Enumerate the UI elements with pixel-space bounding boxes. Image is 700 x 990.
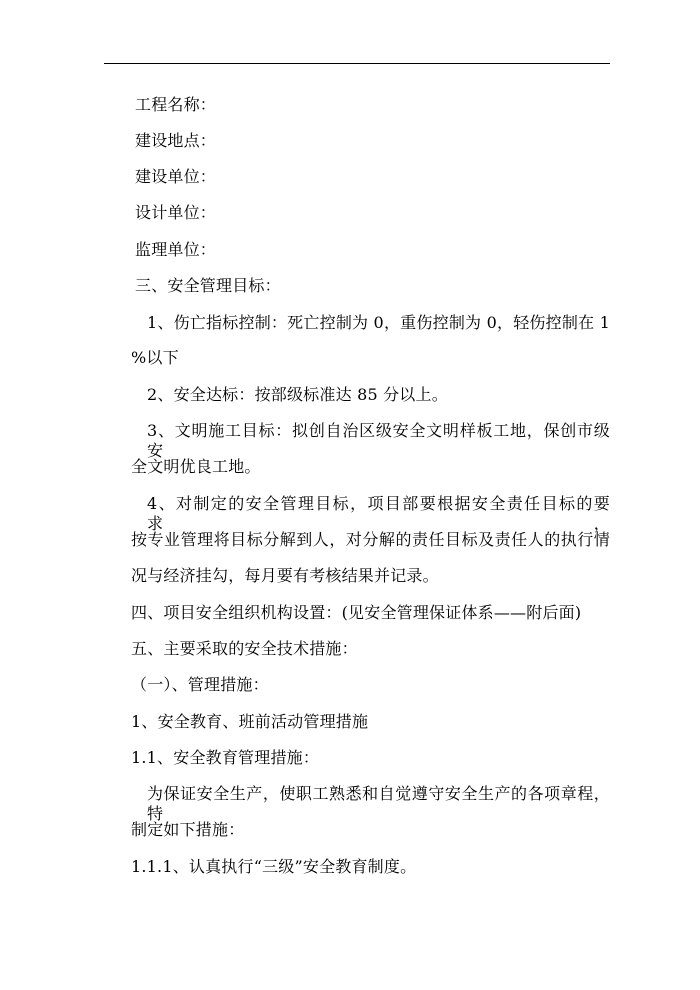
- section3-item2: 2、安全达标：按部级标准达 85 分以上。: [147, 385, 448, 404]
- owner-label: 建设单位：: [135, 167, 217, 186]
- project-name-label: 工程名称：: [135, 95, 217, 114]
- section3-item1-line2: %以下: [131, 348, 179, 367]
- section3-item1-line1: 1、伤亡指标控制：死亡控制为 0，重伤控制为 0，轻伤控制在 1: [147, 313, 610, 332]
- heading-1-1-1: 1.1.1、认真执行“三级”安全教育制度。: [131, 857, 417, 876]
- section3-item3-line2: 全文明优良工地。: [131, 457, 261, 476]
- section5-sub1: （一）、管理措施：: [131, 675, 269, 694]
- section3-item4-line2: 按专业管理将目标分解到人，对分解的责任目标及责任人的执行情: [131, 530, 610, 549]
- section5-title: 五、主要采取的安全技术措施：: [131, 639, 358, 658]
- header-rule: [104, 63, 610, 64]
- location-label: 建设地点：: [135, 131, 217, 150]
- supervisor-label: 监理单位：: [135, 240, 217, 259]
- heading-1: 1、安全教育、班前活动管理措施: [131, 712, 369, 731]
- heading-1-1: 1.1、安全教育管理措施：: [131, 748, 320, 767]
- section4-title: 四、项目安全组织机构设置：(见安全管理保证体系——附后面): [131, 603, 582, 622]
- paragraph-line2: 制定如下措施：: [131, 820, 245, 839]
- section3-item4-line3: 况与经济挂勾，每月要有考核结果并记录。: [131, 566, 439, 585]
- section3-item3-line1: 3、文明施工目标：拟创自治区级安全文明样板工地，保创市级安: [147, 421, 610, 460]
- section3-item4-line1: 4、对制定的安全管理目标，项目部要根据安全责任目标的要求，: [147, 494, 610, 533]
- designer-label: 设计单位：: [135, 203, 217, 222]
- section3-title: 三、安全管理目标：: [135, 276, 281, 295]
- paragraph-line1: 为保证安全生产，使职工熟悉和自觉遵守安全生产的各项章程，特: [147, 784, 610, 823]
